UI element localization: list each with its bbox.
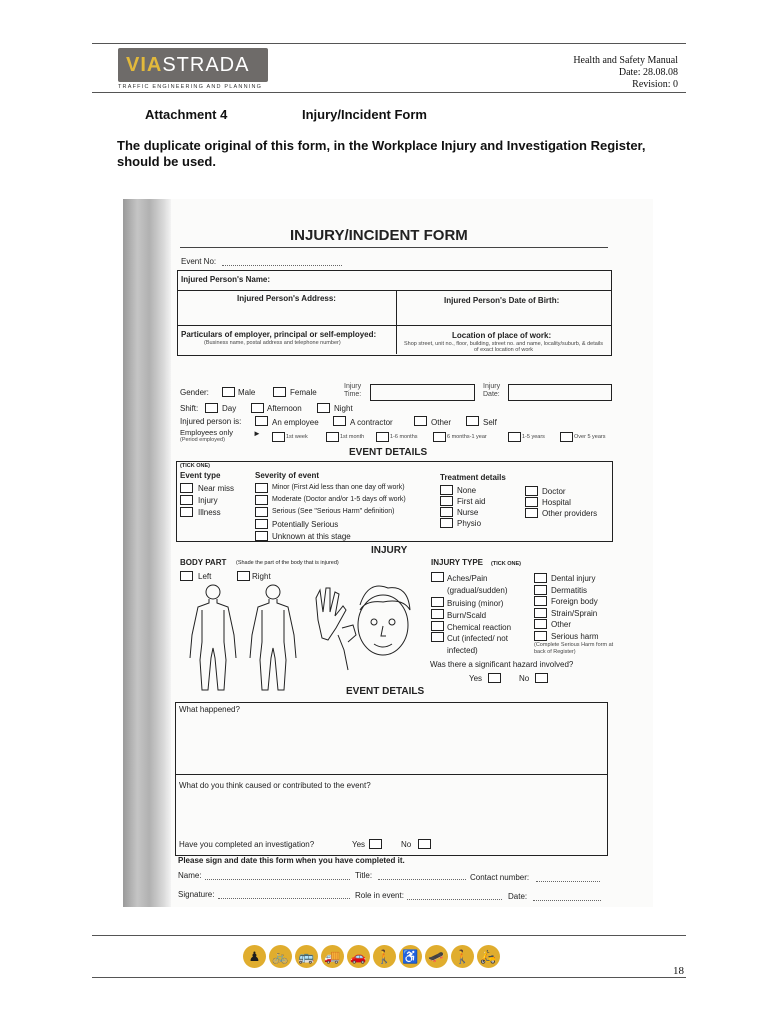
investigation-no-label: No: [401, 840, 412, 849]
event-details-heading-2: EVENT DETAILS: [346, 686, 425, 697]
injury-type-sub: (TICK ONE): [491, 561, 521, 567]
event-type-label: Illness: [198, 508, 221, 517]
night-checkbox[interactable]: [317, 403, 330, 413]
tick-one-label: (TICK ONE): [180, 463, 210, 469]
header-revision: Revision: 0: [632, 79, 678, 90]
injury-type-checkbox[interactable]: [431, 572, 444, 582]
injury-type-checkbox[interactable]: [534, 631, 547, 641]
treatment-label: None: [457, 486, 477, 495]
body-diagram[interactable]: [178, 580, 428, 700]
treatment-label: Other providers: [542, 509, 598, 518]
period-label: 1st week: [286, 434, 308, 440]
event-type-label: Near miss: [198, 484, 235, 493]
investigation-label: Have you completed an investigation?: [179, 840, 315, 849]
bus-icon: 🚌: [295, 945, 318, 968]
what-happened-field[interactable]: [183, 716, 603, 772]
investigation-no-checkbox[interactable]: [418, 839, 431, 849]
treatment-label: Hospital: [542, 498, 571, 507]
person-is-label: Injured person is:: [180, 417, 242, 426]
period-label: 1-6 months: [390, 434, 418, 440]
worker-icon: ♟: [243, 945, 266, 968]
event-details-heading: EVENT DETAILS: [349, 447, 428, 458]
contact-label: Contact number:: [470, 873, 530, 882]
date-label: Date:: [508, 892, 528, 901]
gender-label: Gender:: [180, 388, 209, 397]
injury-type-checkbox[interactable]: [534, 608, 547, 618]
male-label: Male: [238, 388, 256, 397]
header-date: Date: 28.08.08: [618, 67, 678, 78]
injury-time-field[interactable]: [370, 384, 475, 401]
injury-type-checkbox[interactable]: [534, 573, 547, 583]
cyclist-icon: 🚲: [269, 945, 292, 968]
investigation-yes-checkbox[interactable]: [369, 839, 382, 849]
treatment-checkbox[interactable]: [525, 486, 538, 496]
severity-label: Minor (First Aid less than one day off work): [272, 484, 405, 491]
date-field[interactable]: [533, 900, 601, 901]
female-label: Female: [290, 388, 317, 397]
wheelchair-icon: ♿: [399, 945, 422, 968]
injury-type-checkbox[interactable]: [534, 585, 547, 595]
injured-name-label: Injured Person's Name:: [181, 275, 271, 284]
hazard-yes-label: Yes: [469, 674, 483, 683]
employee-label: An employee: [272, 418, 319, 427]
day-checkbox[interactable]: [205, 403, 218, 413]
footer-icon-strip: [243, 945, 500, 975]
injury-type-label: Dental injury: [551, 574, 596, 583]
other-checkbox[interactable]: [414, 416, 427, 426]
title-label: Title:: [355, 871, 373, 880]
injury-type-checkbox[interactable]: [431, 609, 444, 619]
location-sub: Shop street, unit no., floor, building, street no. and name, locality/suburb, & details of exact location of work: [403, 341, 604, 353]
injury-time-label: Injury Time:: [344, 383, 362, 398]
hazard-no-label: No: [519, 674, 530, 683]
name-field[interactable]: [205, 879, 350, 880]
injured-address-label: Injured Person's Address:: [237, 294, 336, 303]
page-number: 18: [673, 965, 684, 977]
serious-harm-note: (Complete Serious Harm form at back of Register): [534, 642, 614, 655]
afternoon-checkbox[interactable]: [251, 403, 264, 413]
event-no-label: Event No:: [181, 257, 217, 266]
injury-date-field[interactable]: [508, 384, 612, 401]
treatment-checkbox[interactable]: [525, 508, 538, 518]
employer-sub: (Business name, postal address and telephone number): [204, 340, 341, 346]
period-checkbox[interactable]: [433, 432, 446, 442]
treatment-label: Physio: [457, 519, 482, 528]
injury-date-label: Injury Date:: [483, 383, 501, 398]
period-label: 1-5 years: [522, 434, 545, 440]
period-label: 1st month: [340, 434, 365, 440]
investigation-yes-label: Yes: [352, 840, 366, 849]
employee-checkbox[interactable]: [255, 416, 268, 426]
event-no-field[interactable]: [222, 265, 342, 266]
period-label: 6 months-1 year: [447, 434, 487, 440]
treatment-label: First aid: [457, 497, 486, 506]
injury-type-checkbox[interactable]: [431, 597, 444, 607]
injury-type-label: Dermatitis: [551, 585, 588, 595]
location-label: Location of place of work:: [452, 331, 552, 340]
event-type-label: Event type: [180, 471, 221, 480]
hazard-question: Was there a significant hazard involved?: [430, 660, 574, 669]
injured-dob-label: Injured Person's Date of Birth:: [444, 296, 560, 305]
severity-checkbox[interactable]: [255, 507, 268, 517]
afternoon-label: Afternoon: [267, 404, 302, 413]
body-part-sub: (Shade the part of the body that is injured): [236, 560, 339, 566]
treatment-label: Doctor: [542, 487, 566, 496]
injury-type-label: Foreign body: [551, 597, 598, 606]
role-label: Role in event:: [355, 891, 404, 900]
document-header-info: [573, 55, 678, 91]
contractor-checkbox[interactable]: [333, 416, 346, 426]
injury-type-label: Bruising (minor): [447, 599, 504, 608]
attachment-label: Attachment 4: [145, 107, 228, 122]
employees-only-label: Employees only: [180, 428, 233, 437]
walker-icon: 🚶: [451, 945, 474, 968]
injury-type-checkbox[interactable]: [431, 621, 444, 631]
employees-only-sub: (Period employed): [180, 437, 225, 443]
hazard-yes-checkbox[interactable]: [488, 673, 501, 683]
injury-type-checkbox[interactable]: [431, 632, 444, 642]
what-caused-label: What do you think caused or contributed to the event?: [179, 781, 371, 790]
injury-type-label: Cut (infected/ not infected): [447, 634, 508, 655]
pedestrian-icon: 🚶: [373, 945, 396, 968]
other-label: Other: [431, 418, 452, 427]
viastrada-logo: VIASTRADA: [118, 48, 268, 82]
severity-label: Unknown at this stage: [272, 532, 351, 541]
manual-title: Health and Safety Manual: [573, 55, 678, 66]
title-field[interactable]: [378, 879, 466, 880]
mobility-scooter-icon: 🛵: [477, 945, 500, 968]
male-checkbox[interactable]: [222, 387, 235, 397]
signature-label: Signature:: [178, 890, 215, 899]
day-label: Day: [222, 404, 237, 413]
signature-field[interactable]: [218, 898, 350, 899]
binder-shadow: [123, 199, 171, 907]
what-happened-label: What happened?: [179, 705, 240, 714]
treatment-checkbox[interactable]: [440, 518, 453, 528]
event-type-checkbox[interactable]: [180, 507, 193, 517]
arrow-icon: ►: [253, 429, 261, 438]
logo-tagline: TRAFFIC ENGINEERING AND PLANNING: [118, 84, 263, 90]
severity-checkbox[interactable]: [255, 495, 268, 505]
period-checkbox[interactable]: [326, 432, 339, 442]
injury-type-label: Burn/Scald: [447, 611, 487, 620]
contact-field[interactable]: [536, 881, 600, 882]
severity-label: Moderate (Doctor and/or 1-5 days off work): [272, 496, 406, 503]
period-checkbox[interactable]: [560, 432, 573, 442]
treatment-checkbox[interactable]: [440, 507, 453, 517]
right-label: Right: [252, 572, 271, 581]
event-type-checkbox[interactable]: [180, 495, 193, 505]
injury-heading: INJURY: [371, 545, 408, 556]
intro-text: The duplicate original of this form, in the Workplace Injury and Investigation Register, should be used.: [117, 138, 646, 169]
injury-type-label: Chemical reaction: [447, 623, 512, 632]
employer-label: Particulars of employer, principal or self-employed:: [181, 330, 377, 339]
body-part-label: BODY PART: [180, 558, 227, 567]
injury-type-label: Other: [551, 620, 572, 629]
event-type-checkbox[interactable]: [180, 483, 193, 493]
treatment-checkbox[interactable]: [440, 496, 453, 506]
what-caused-field[interactable]: [183, 792, 603, 834]
treatment-label: Nurse: [457, 508, 479, 517]
shift-label: Shift:: [180, 404, 199, 413]
name-label: Name:: [178, 871, 202, 880]
treatment-checkbox[interactable]: [525, 497, 538, 507]
treatment-checkbox[interactable]: [440, 485, 453, 495]
severity-label: Potentially Serious: [272, 520, 339, 529]
injury-type-label: Aches/Pain (gradual/sudden): [447, 574, 508, 595]
period-checkbox[interactable]: [376, 432, 389, 442]
event-type-label: Injury: [198, 496, 218, 505]
hazard-no-checkbox[interactable]: [535, 673, 548, 683]
contractor-label: A contractor: [350, 418, 393, 427]
severity-label: Serious (See "Serious Harm" definition): [272, 508, 395, 515]
period-checkbox[interactable]: [508, 432, 521, 442]
role-field[interactable]: [407, 899, 502, 900]
period-checkbox[interactable]: [272, 432, 285, 442]
left-label: Left: [198, 572, 212, 581]
severity-label: Severity of event: [255, 471, 320, 480]
car-icon: 🚗: [347, 945, 370, 968]
sign-date-instruction: Please sign and date this form when you have completed it.: [178, 856, 405, 865]
period-label: Over 5 years: [574, 434, 606, 440]
treatment-label: Treatment details: [440, 473, 506, 482]
form-name: Injury/Incident Form: [302, 107, 427, 122]
form-heading: INJURY/INCIDENT FORM: [290, 227, 468, 244]
injury-type-label: Serious harm: [551, 631, 599, 641]
skateboard-icon: 🛹: [425, 945, 448, 968]
truck-icon: 🚚: [321, 945, 344, 968]
self-checkbox[interactable]: [466, 416, 479, 426]
female-checkbox[interactable]: [273, 387, 286, 397]
severity-checkbox[interactable]: [255, 519, 268, 529]
injury-type-checkbox[interactable]: [534, 619, 547, 629]
self-label: Self: [483, 418, 497, 427]
injury-type-label: Strain/Sprain: [551, 608, 598, 618]
injury-type-checkbox[interactable]: [534, 596, 547, 606]
severity-checkbox[interactable]: [255, 531, 268, 541]
injury-type-label: INJURY TYPE: [431, 558, 484, 567]
severity-checkbox[interactable]: [255, 483, 268, 493]
night-label: Night: [334, 404, 353, 413]
